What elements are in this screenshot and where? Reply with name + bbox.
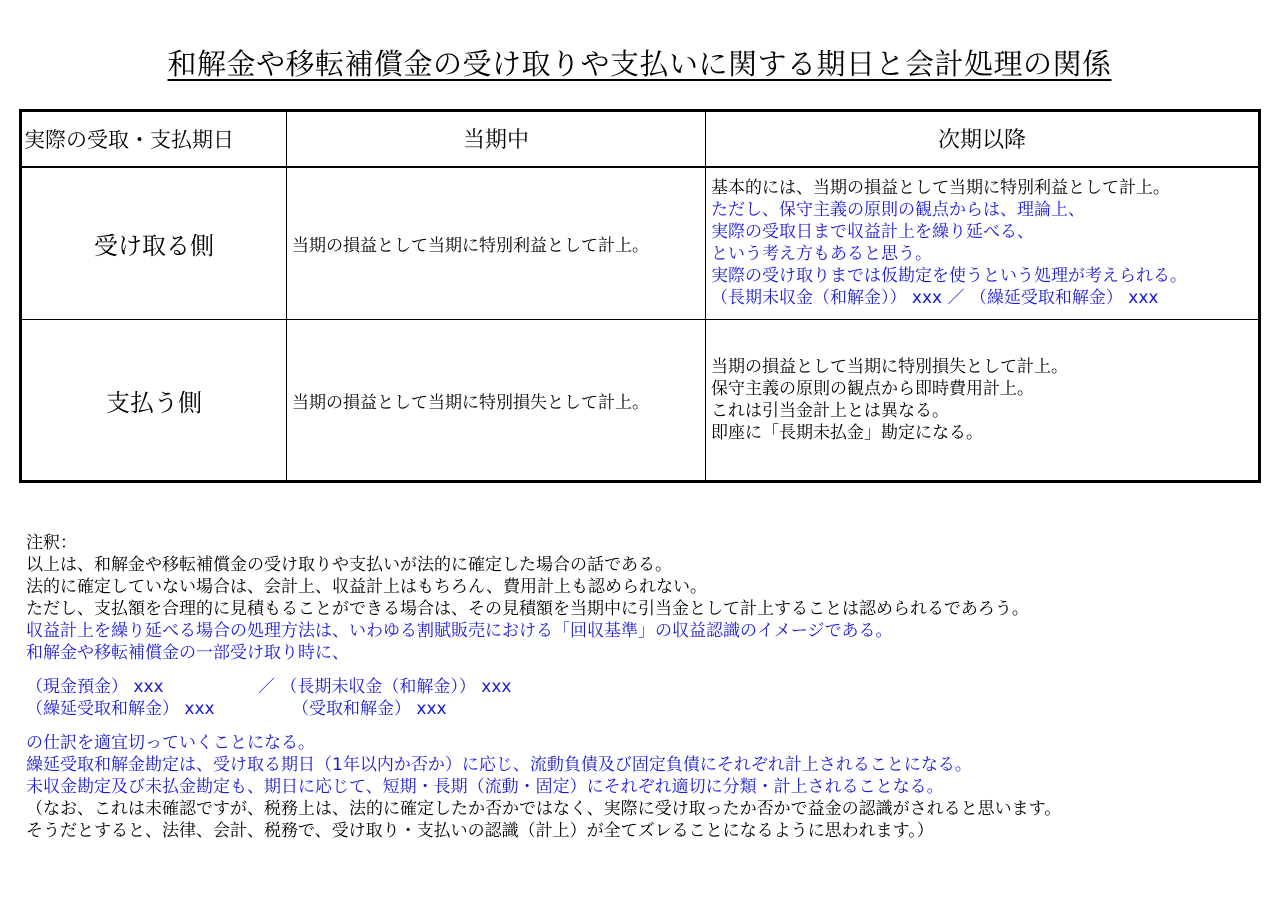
header-date: 実際の受取・支払期日 (21, 111, 287, 167)
receive-next-blue-line: 実際の受け取りまでは仮勘定を使うという処理が考えられる。 (711, 266, 1187, 287)
table-row-pay (21, 320, 1260, 482)
row-label-receive: 受け取る側 (21, 167, 287, 320)
pay-current-cell: 当期の損益として当期に特別損失として計上。 (287, 320, 706, 482)
row-label-pay: 支払う側 (21, 320, 287, 482)
note-line: 以上は、和解金や移転補償金の受け取りや支払いが法的に確定した場合の話である。 (26, 555, 672, 575)
receive-next-blue-line: （長期未収金（和解金）） xxx ／ （繰延受取和解金） xxx (711, 288, 1159, 309)
journal-entry (26, 676, 1061, 720)
note-line: （なお、これは未確認ですが、税務上は、法的に確定したか否かではなく、実際に受け取ったか否かで益金の認識がされると思います。 (26, 799, 1062, 819)
note-line: そうだとすると、法律、会計、税務で、受け取り・支払いの認識（計上）が全てズレることになるように思われます。） (26, 821, 934, 841)
note-line-blue: 繰延受取和解金勘定は、受け取る期日（1年以内か否か）に応じ、流動負債及び固定負債にそれぞれ計上されることになる。 (26, 755, 972, 775)
receive-next-blue-line: 実際の受取日まで収益計上を繰り延べる、 (711, 222, 1034, 243)
table-row-receive (21, 167, 1260, 320)
page-title: 和解金や移転補償金の受け取りや支払いに関する期日と会計処理の関係 (167, 47, 1112, 81)
note-line: ただし、支払額を合理的に見積もることができる場合は、その見積額を当期中に引当金として計上することは認められるであろう。 (26, 599, 1029, 619)
receive-current-cell: 当期の損益として当期に特別利益として計上。 (287, 167, 706, 320)
pay-next-cell (706, 320, 1260, 482)
header-next-period: 次期以降 (706, 111, 1260, 167)
pay-next-line: 即座に「長期未払金」勘定になる。 (711, 423, 983, 443)
receive-next-line: 基本的には、当期の損益として当期に特別利益として計上。 (711, 178, 1170, 199)
pay-next-line: 保守主義の原則の観点から即時費用計上。 (711, 379, 1034, 399)
header-current-period: 当期中 (287, 111, 706, 167)
note-line-blue: 和解金や移転補償金の一部受け取り時に、 (26, 643, 349, 663)
pay-next-line: これは引当金計上とは異なる。 (711, 401, 949, 421)
notes-section (26, 532, 1061, 842)
accounting-table (19, 109, 1261, 483)
note-line: 法的に確定していない場合は、会計上、収益計上はもちろん、費用計上も認められない。 (26, 577, 708, 597)
note-line-blue: 収益計上を繰り延べる場合の処理方法は、いわゆる割賦販売における「回収基準」の収益認識のイメージである。 (26, 621, 893, 641)
receive-next-cell (706, 167, 1260, 320)
note-line-blue: 未収金勘定及び未払金勘定も、期日に応じて、短期・長期（流動・固定）にそれぞれ適切に分類・計上されることなる。 (26, 777, 944, 797)
journal-debit-2: （繰延受取和解金） xxx (26, 699, 215, 719)
note-line-blue: の仕訳を適宜切っていくことになる。 (26, 733, 315, 753)
journal-credit-1: ／ （長期未収金（和解金）） xxx (258, 677, 512, 697)
notes-heading: 注釈： (26, 533, 77, 553)
receive-next-blue-line: という考え方もあると思う。 (711, 244, 932, 265)
journal-credit-2: （受取和解金） xxx (292, 699, 447, 719)
table-header-row (21, 111, 1260, 167)
pay-next-line: 当期の損益として当期に特別損失として計上。 (711, 357, 1068, 377)
journal-debit-1: （現金預金） xxx (26, 677, 164, 697)
receive-next-blue-line: ただし、保守主義の原則の観点からは、理論上、 (711, 200, 1085, 221)
